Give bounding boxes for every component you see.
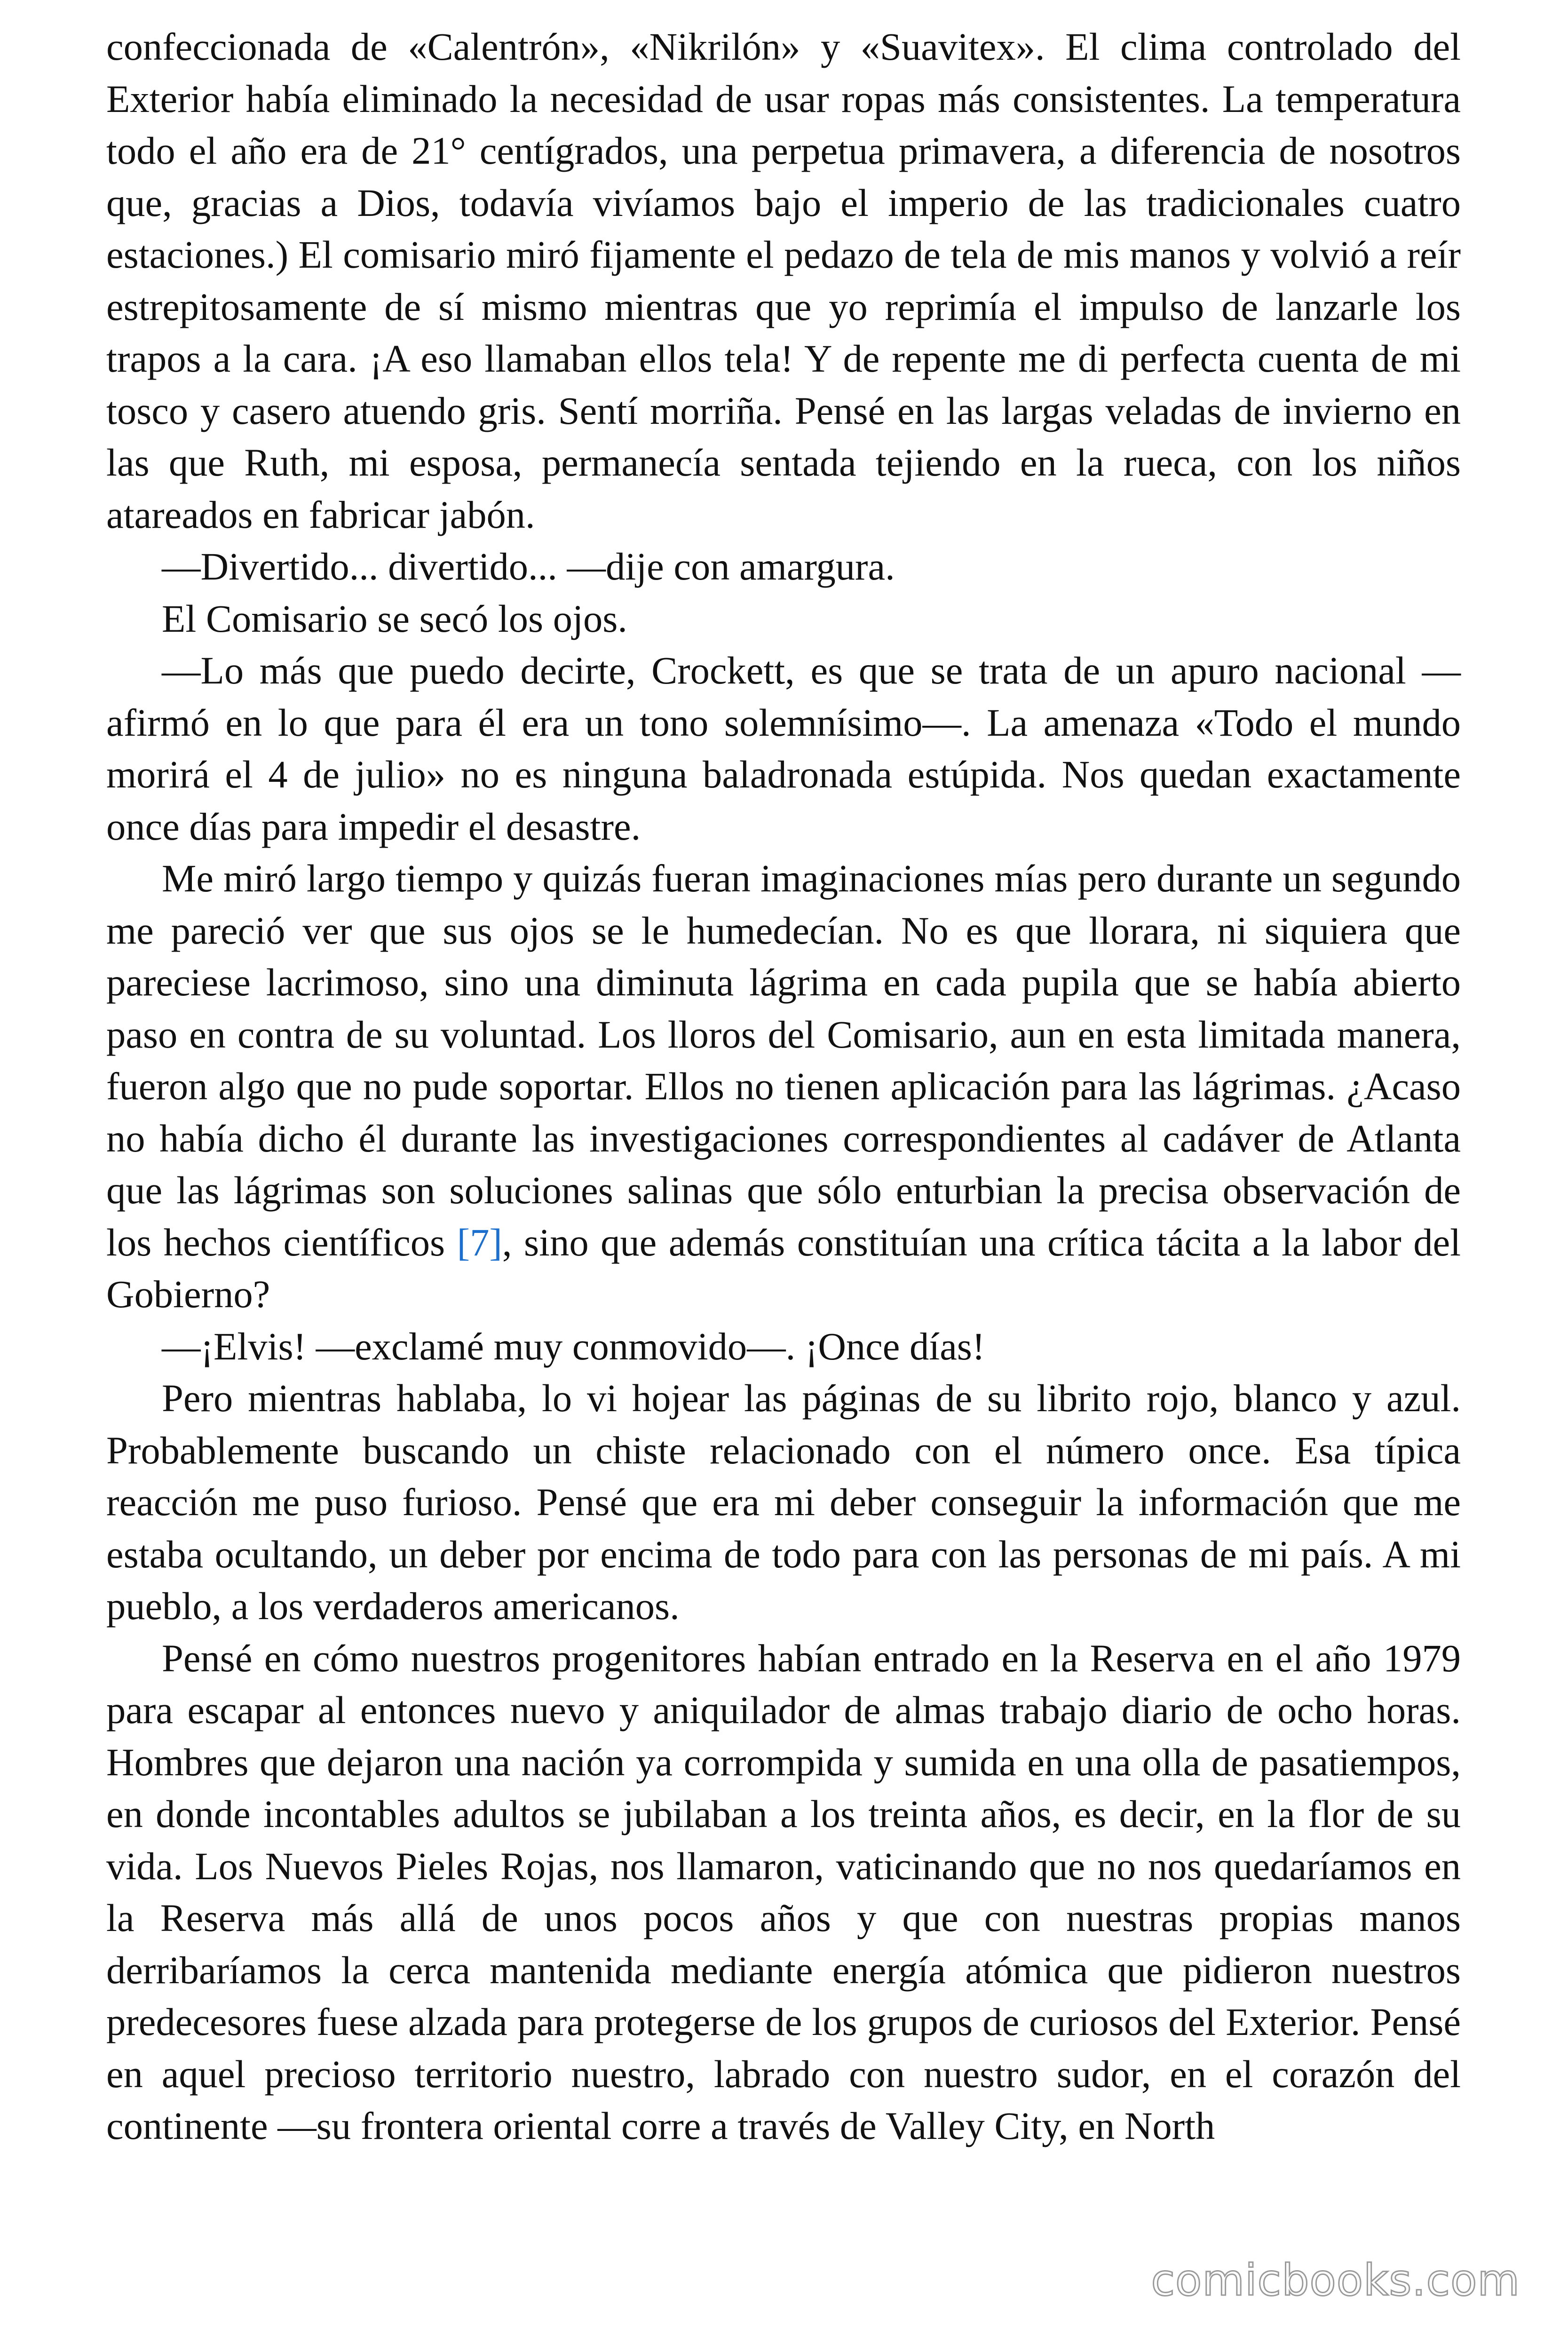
paragraph-5-text-after: , sino que además constituían una crítica tácita a la labor del Gobierno? (106, 1220, 1461, 1316)
paragraph-5 (106, 852, 1461, 1320)
watermark-logo: comicbooks.com (1151, 2255, 1520, 2305)
paragraph-5-text-before: Me miró largo tiempo y quizás fueran imaginaciones mías pero durante un segundo me pareció ver que sus ojos se le humedecían. No es que llorara, ni siquiera que pareciese lacrimoso, sino una diminuta lágrima en cada pupila que se había abierto paso en contra de su voluntad. Los lloros del Comisario, aun en esta limitada manera, fueron algo que no pude soportar. Ellos no tienen aplicación para las lágrimas. ¿Acaso no había dicho él durante las investigaciones correspondientes al cadáver de Atlanta que las lágrimas son soluciones salinas que sólo enturbian la precisa observación de los hechos científicos (106, 857, 1461, 1264)
paragraph-4: —Lo más que puedo decirte, Crockett, es que se trata de un apuro nacional —afirmó en lo que para él era un tono solemnísimo—. La amenaza «Todo el mundo morirá el 4 de julio» no es ninguna baladronada estúpida. Nos quedan exactamente once días para impedir el desastre. (106, 649, 1461, 848)
paragraph-8: Pensé en cómo nuestros progenitores habían entrado en la Reserva en el año 1979 para escapar al entonces nuevo y aniquilador de almas trabajo diario de ocho horas. Hombres que dejaron una nación ya corrompida y sumida en una olla de pasatiempos, en donde incontables adultos se jubilaban a los treinta años, es decir, en la flor de su vida. Los Nuevos Pieles Rojas, nos llamaron, vaticinando que no nos quedaríamos en la Reserva más allá de unos pocos años y que con nuestras propias manos derribaríamos la cerca mantenida mediante energía atómica que pidieron nuestros predecesores fuese alzada para protegerse de los grupos de curiosos del Exterior. Pensé en aquel precioso territorio nuestro, labrado con nuestro sudor, en el corazón del continente —su frontera oriental corre a través de Valley City, en North (106, 1636, 1461, 2147)
paragraph-7: Pero mientras hablaba, lo vi hojear las páginas de su librito rojo, blanco y azul. Probablemente buscando un chiste relacionado con el número once. Esa típica reacción me puso furioso. Pensé que era mi deber conseguir la información que me estaba ocultando, un deber por encima de todo para con las personas de mi país. A mi pueblo, a los verdaderos americanos. (106, 1376, 1461, 1628)
paragraph-2: —Divertido... divertido... —dije con amargura. (162, 545, 895, 588)
footnote-link-7[interactable]: [7] (457, 1220, 502, 1264)
book-page (106, 21, 1461, 2152)
paragraph-3: El Comisario se secó los ojos. (162, 596, 627, 640)
paragraph-6: —¡Elvis! —exclamé muy conmovido—. ¡Once días! (162, 1324, 985, 1368)
paragraph-1: confeccionada de «Calentrón», «Nikrilón» y «Suavitex». El clima controlado del Exterior había eliminado la necesidad de usar ropas más consistentes. La temperatura todo el año era de 21° centígrados, una perpetua primavera, a diferencia de nosotros que, gracias a Dios, todavía vivíamos bajo el imperio de las tradicionales cuatro estaciones.) El comisario miró fijamente el pedazo de tela de mis manos y volvió a reír estrepitosamente de sí mismo mientras que yo reprimía el impulso de lanzarle los trapos a la cara. ¡A eso llamaban ellos tela! Y de repente me di perfecta cuenta de mi tosco y casero atuendo gris. Sentí morriña. Pensé en las largas veladas de invierno en las que Ruth, mi esposa, permanecía sentada tejiendo en la rueca, con los niños atareados en fabricar jabón. (106, 25, 1461, 536)
